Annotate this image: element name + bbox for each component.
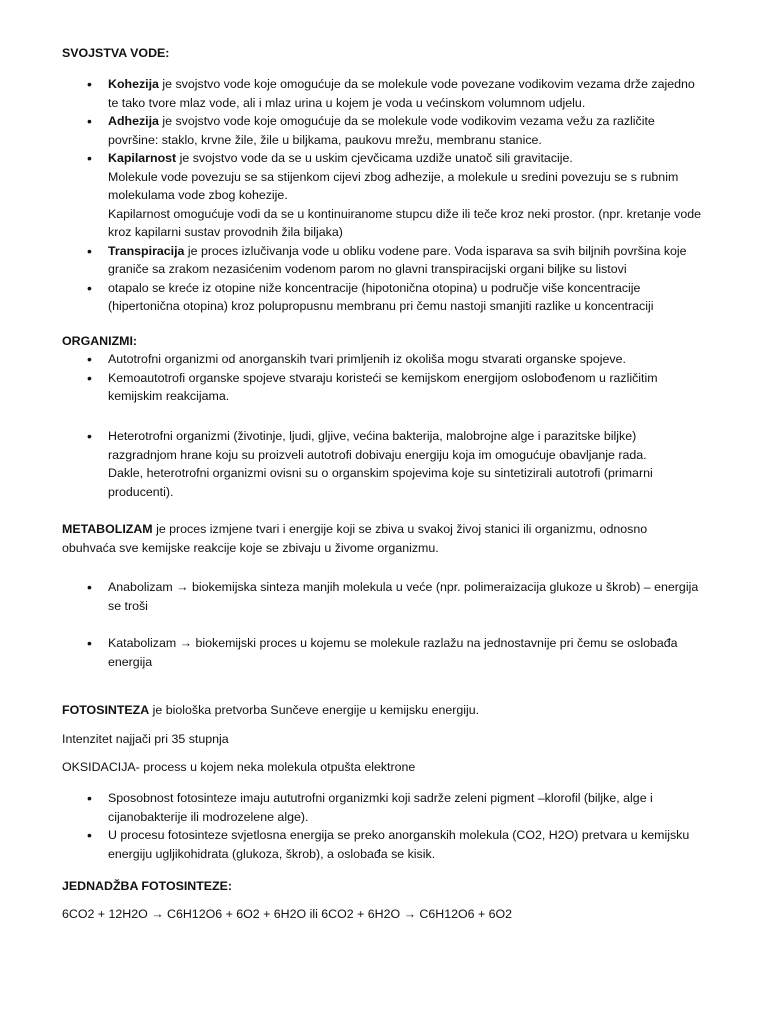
organisms-list-1 bbox=[0, 350, 706, 406]
term-photosynthesis: FOTOSINTEZA bbox=[62, 703, 150, 717]
water-properties-list bbox=[0, 75, 706, 316]
photosynthesis-equation: 6CO2 + 12H2O → C6H12O6 + 6O2 + 6H2O ili 6CO2 + 6H2O → C6H12O6 + 6O2 bbox=[62, 907, 513, 921]
term-metabolism: METABOLIZAM bbox=[62, 522, 153, 536]
list-item-capillarity: • Kapilarnost je svojstvo vode da se u uskim cjevčicama uzdiže unatoč sili gravitacije. Molekule vode povezuju se sa stijenkom cijevi zbog adhezije, a molekule u sredini povezuju se s rubnim molekulama vode zbog kohezije. Kapilarnost omogućuje vodi da se u kontinuiranome stupcu diže ili teče kroz neki prostor. (npr. kretanje vode kroz kapilarni sustav provodnih žila biljaka) bbox=[0, 149, 706, 242]
metabolism-paragraph: METABOLIZAM je proces izmjene tvari i energije koji se zbiva u svakoj živoj stanici ili organizmu, odnosno obuhvaća sve kemijske reakcije koje se zbivaju u živome organizmu. bbox=[62, 522, 648, 555]
photosynthesis-paragraph: FOTOSINTEZA je biološka pretvorba Sunčeve energije u kemijsku energiju. bbox=[62, 703, 480, 717]
list-item-autotrophs: • Autotrofni organizmi od anorganskih tvari primljenih iz okoliša mogu stvarati organske spojeve. bbox=[0, 350, 706, 369]
list-item-chlorophyll: • Sposobnost fotosinteze imaju aututrofni organizmki koji sadrže zeleni pigment –klorofil (biljke, alge i cijanobakterije ili modrozelene alge). bbox=[0, 789, 706, 826]
term-transpiration: Transpiracija bbox=[108, 243, 185, 258]
oxidation-line: OKSIDACIJA- process u kojem neka molekula otpušta elektrone bbox=[62, 760, 416, 774]
term-adhesion: Adhezija bbox=[108, 114, 159, 128]
capillarity-line-3: Kapilarnost omogućuje vodi da se u kontinuiranome stupcu diže ili teče kroz neki prostor. (npr. kretanje vode kroz kapilarni sustav provodnih žila biljaka) bbox=[108, 206, 702, 239]
term-cohesion: Kohezija bbox=[108, 77, 159, 91]
heading-organisms: ORGANIZMI: bbox=[62, 334, 138, 348]
heading-equation: JEDNADŽBA FOTOSINTEZE: bbox=[62, 879, 233, 893]
list-item-catabolism: • Katabolizam → biokemijski proces u kojemu se molekule razlažu na jednostavnije pri čemu se oslobađa energija bbox=[0, 634, 706, 671]
heading-water-properties: SVOJSTVA VODE: bbox=[62, 46, 170, 60]
list-item-solvent: • otapalo se kreće iz otopine niže koncentracije (hipotonična otopina) u područje više koncentracije (hipertonična otopina) kroz polupropusnu membranu pri čemu nastoji smanjiti razlike u koncentraciji bbox=[0, 279, 706, 316]
list-item-cohesion: • Kohezija je svojstvo vode koje omogućuje da se molekule vode povezane vodikovim vezama drže zajedno te tako tvore mlaz vode, ali i mlaz urina u kojem je voda u većinskom volumnom udjelu. bbox=[0, 75, 706, 112]
list-item-anabolism: • Anabolizam → biokemijska sinteza manjih molekula u veće (npr. polimeraizacija glukoze u škrob) – energija se troši bbox=[0, 578, 706, 615]
capillarity-line-2: Molekule vode povezuju se sa stijenkom cijevi zbog adhezije, a molekule u sredini povezuju se s rubnim molekulama vode zbog kohezije. bbox=[108, 169, 679, 202]
catabolism-list bbox=[0, 634, 706, 671]
list-item-adhesion: • Adhezija je svojstvo vode koje omogućuje da se molekule vode vodikovim vezama vežu za različite površine: staklo, krvne žile, žile u biljkama, paukovu mrežu, membranu stanice. bbox=[0, 112, 706, 149]
photosynthesis-list bbox=[0, 789, 706, 863]
intensity-line: Intenzitet najjači pri 35 stupnja bbox=[62, 732, 229, 746]
term-capillarity: Kapilarnost bbox=[108, 151, 177, 165]
anabolism-list bbox=[0, 578, 706, 615]
list-item-light-energy: • U procesu fotosinteze svjetlosna energija se preko anorganskih molekula (CO2, H2O) pretvara u kemijsku energiju ugljikohidrata (glukoza, škrob), a oslobađa se kisik. bbox=[0, 826, 706, 863]
organisms-list-2 bbox=[0, 427, 706, 501]
list-item-chemoautotrophs: • Kemoautotrofi organske spojeve stvaraju koristeći se kemijskom energijom oslobođenom u različitim kemijskim reakcijama. bbox=[0, 369, 706, 406]
heterotrophs-line-2: Dakle, heterotrofni organizmi ovisni su o organskim spojevima koje su sintetizirali autotrofi (primarni producenti). bbox=[108, 466, 653, 499]
list-item-transpiration: • Transpiracija je proces izlučivanja vode u obliku vodene pare. Voda isparava sa svih biljnih površina koje graniče sa zrakom nezasićenim vodenom parom no glavni transpiracijski organi biljke su listovi bbox=[0, 242, 706, 279]
list-item-heterotrophs: • Heterotrofni organizmi (životinje, ljudi, gljive, većina bakterija, malobrojne alge i parazitske biljke) razgradnjom hrane koju su proizveli autotrofi dobivaju energiju koja im omogućuje obavljanje rada. Dakle, heterotrofni organizmi ovisni su o organskim spojevima koje su sintetizirali autotrofi (primarni producenti). bbox=[0, 427, 706, 501]
